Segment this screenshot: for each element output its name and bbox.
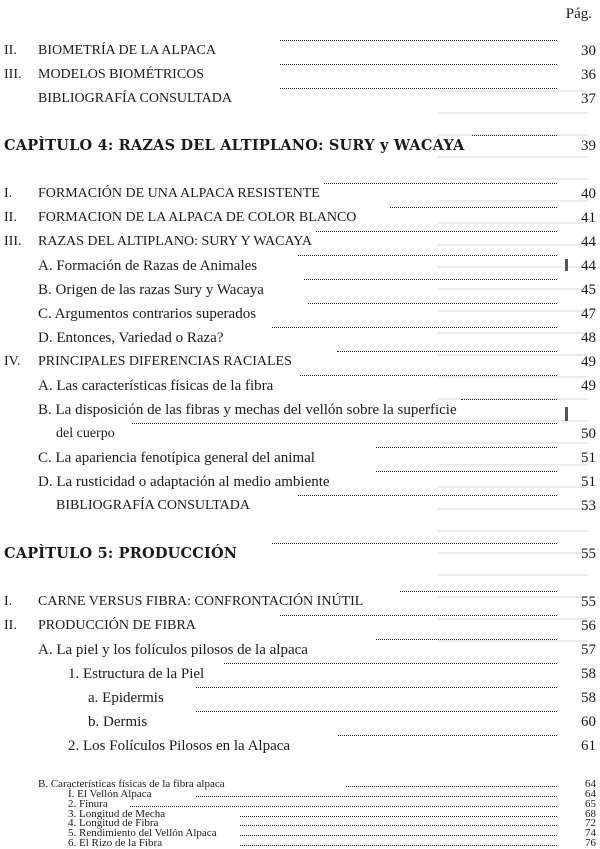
toc-entry-page: 39 [581,138,596,154]
toc-entry[interactable] [0,88,600,110]
dot-leader [240,835,557,836]
toc-entry[interactable] [0,591,600,613]
toc-entry-page: 41 [581,210,596,226]
toc-entry[interactable] [0,615,600,637]
dot-leader [240,816,557,817]
toc-entry-title: 1. Estructura de la Piel [68,666,205,682]
toc-entry-title: D. Entonces, Variedad o Raza? [38,330,224,346]
toc-entry-number: II. [4,210,17,225]
dot-leader [130,806,557,807]
toc-entry-title: CARNE VERSUS FIBRA: CONFRONTACIÓN INÚTIL [38,594,364,609]
dot-leader [472,135,557,136]
dot-leader [196,796,557,797]
dot-leader [376,447,557,448]
dot-leader [240,845,557,846]
toc-entry-page: 44 [581,258,596,274]
toc-entry-title: BIBLIOGRAFÍA CONSULTADA [38,91,232,106]
toc-entry-title: B. Origen de las razas Sury y Wacaya [38,282,264,298]
toc-entry-page: 45 [581,282,596,298]
toc-entry-title: 2. Los Folículos Pilosos en la Alpaca [68,738,291,754]
toc-entry-page: 55 [581,594,596,610]
toc-entry-page: 49 [581,354,596,370]
toc-entry-page: 40 [581,186,596,202]
toc-chapter[interactable] [0,543,600,565]
toc-entry[interactable] [0,64,600,86]
toc-entry[interactable] [0,735,600,757]
toc-entry[interactable] [0,231,600,253]
page-column-header: Pág. [565,6,592,22]
dot-leader [304,279,557,280]
toc-entry-page: 68 [585,808,596,820]
toc-entry[interactable] [0,327,600,349]
toc-entry-page: 37 [581,91,596,107]
toc-entry[interactable] [0,40,600,62]
toc-entry[interactable] [0,711,600,733]
toc-entry[interactable] [0,303,600,325]
dot-leader [280,64,557,65]
toc-chapter[interactable] [0,135,600,157]
dot-leader [132,423,557,424]
toc-entry-page: 76 [585,837,596,849]
toc-entry-title: FORMACION DE LA ALPACA DE COLOR BLANCO [38,210,357,225]
toc-entry-title: BIBLIOGRAFÍA CONSULTADA [56,498,250,513]
toc-entry-number: IV. [4,354,21,369]
toc-entry[interactable] [0,279,600,301]
toc-entry-page: 48 [581,330,596,346]
toc-entry-number: II. [4,43,17,58]
toc-entry-title: MODELOS BIOMÉTRICOS [38,67,205,82]
dot-leader [272,543,557,544]
dot-leader [346,786,557,787]
toc-entry-title: PRODUCCIÓN DE FIBRA [38,618,196,633]
dot-leader [308,303,557,304]
toc-entry-number: I. [4,186,13,201]
toc-entry-title: 4. Longitud de Fibra [68,817,159,829]
toc-entry-number: II. [4,618,17,633]
toc-entry-page: 36 [581,67,596,83]
toc-entry-title: C. Argumentos contrarios superados [38,306,257,322]
toc-entry-page: 53 [581,498,596,514]
dot-leader [196,687,557,688]
toc-entry-title: 5. Rendimiento del Vellón Alpaca [68,827,217,839]
dot-leader [316,231,557,232]
toc-entry-page: 50 [581,426,596,442]
toc-entry[interactable] [0,838,600,848]
toc-entry-page: 72 [585,817,596,829]
toc-entry-title: 3. Longitud de Mecha [68,808,166,820]
dot-leader [390,207,557,208]
toc-entry-page: 44 [581,234,596,250]
toc-entry-page: 61 [581,738,596,754]
toc-entry-number: III. [4,67,22,82]
toc-entry-page: 51 [581,474,596,490]
dot-leader [280,615,557,616]
dot-leader [240,825,557,826]
toc-entry[interactable] [0,663,600,685]
dot-leader [376,639,557,640]
toc-entry-title: B. Características físicas de la fibra alpaca [38,778,225,790]
toc-entry-title: A. La piel y los folículos pilosos de la alpaca [38,642,308,658]
dot-leader [272,327,557,328]
toc-entry-title: C. La apariencia fenotípica general del animal [38,450,315,466]
toc-entry[interactable] [0,639,600,661]
dot-leader [400,591,557,592]
toc-entry-title: 2. Finura [68,798,108,810]
toc-entry-page: 49 [581,378,596,394]
toc-entry[interactable] [0,495,600,517]
dot-leader [298,495,557,496]
toc-entry-title: FORMACIÓN DE UNA ALPACA RESISTENTE [38,186,320,201]
toc-entry-title: RAZAS DEL ALTIPLANO: SURY Y WACAYA [38,234,312,249]
dot-leader [300,375,557,376]
dot-leader [338,735,557,736]
toc-entry-number: III. [4,234,22,249]
toc-entry-page: 74 [585,827,596,839]
toc-entry[interactable] [0,351,600,373]
dot-leader [461,399,557,400]
toc-entry-title: CAPÌTULO 5: PRODUCCIÓN [4,545,238,562]
toc-entry-title: D. La rusticidad o adaptación al medio ambiente [38,474,330,490]
toc-entry-page: 64 [585,788,596,800]
dot-leader [224,663,557,664]
toc-entry-page: 30 [581,43,596,59]
dot-leader [324,183,557,184]
toc-entry-page: 60 [581,714,596,730]
toc-entry[interactable] [0,207,600,229]
dot-leader [280,40,557,41]
toc-entry-page: 58 [581,666,596,682]
toc-entry-title: PRINCIPALES DIFERENCIAS RACIALES [38,354,292,369]
toc-entry-page: 47 [581,306,596,322]
toc-entry-title: b. Dermis [88,714,148,730]
toc-entry[interactable] [0,375,600,397]
toc-entry[interactable] [0,183,600,205]
toc-entry-title: BIOMETRÍA DE LA ALPACA [38,43,217,58]
toc-entry-page: 58 [581,690,596,706]
dot-leader [376,471,557,472]
toc-entry-page: 64 [585,778,596,790]
toc-entry[interactable] [0,399,600,421]
toc-entry-title: B. La disposición de las fibras y mechas del vellón sobre la superficie [38,402,457,418]
toc-entry-page: 56 [581,618,596,634]
toc-entry-page: 65 [585,798,596,810]
dot-leader [280,88,557,89]
toc-entry-title: Ì. El Vellón Alpaca [68,788,152,800]
toc-entry[interactable] [0,471,600,493]
toc-entry-title: A. Las características físicas de la fibra [38,378,274,394]
toc-entry-title: 6. El Rizo de la Fibra [68,837,163,849]
toc-entry-page: 51 [581,450,596,466]
toc-entry-page: 55 [581,546,596,562]
toc-entry-page: 57 [581,642,596,658]
toc-entry[interactable] [0,423,600,445]
dot-leader [298,255,557,256]
dot-leader [337,351,557,352]
dot-leader [196,711,557,712]
toc-entry-title: CAPÌTULO 4: RAZAS DEL ALTIPLANO: SURY y WACAYA [4,137,465,154]
toc-entry[interactable] [0,687,600,709]
toc-entry-number: I. [4,594,13,609]
toc-entry[interactable] [0,447,600,469]
toc-entry-title: A. Formación de Razas de Animales [38,258,258,274]
toc-entry-title: a. Epidermis [88,690,164,706]
toc-entry[interactable] [0,255,600,277]
toc-entry-title: del cuerpo [56,426,115,441]
